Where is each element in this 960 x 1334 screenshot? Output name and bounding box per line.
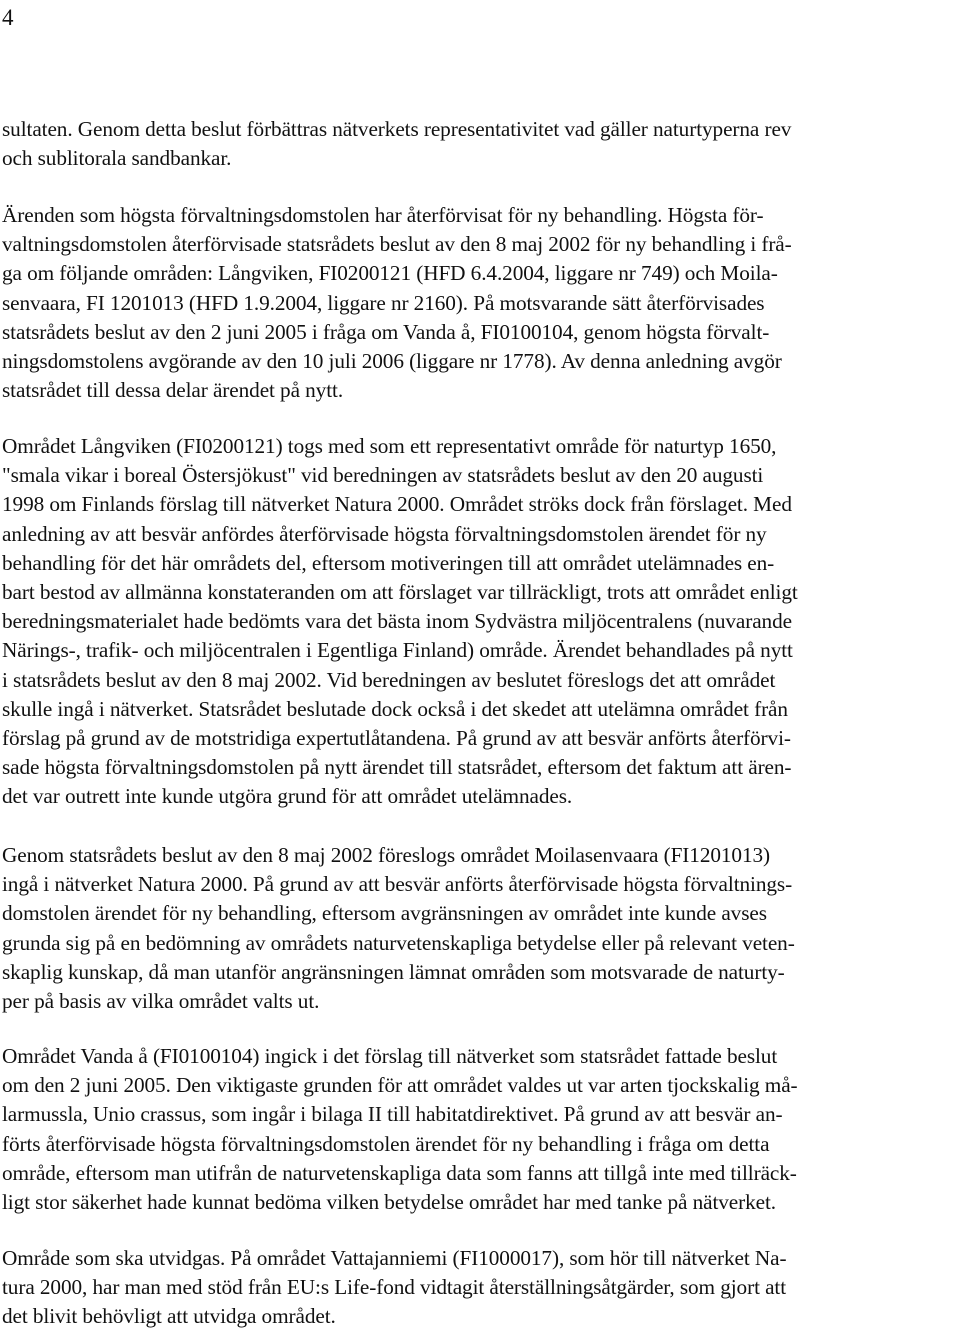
text-line: skaplig kunskap, då man utanför angränsningen lämnat områden som motsvarade de naturty- <box>2 959 785 984</box>
text-line: det var outrett inte kunde utgöra grund för att området utelämnades. <box>2 784 573 809</box>
text-line: larmussla, Unio crassus, som ingår i bilaga II till habitatdirektivet. På grund av att besvär an- <box>2 1102 783 1127</box>
paragraph-area-to-expand <box>0 1244 960 1332</box>
text-line: och sublitorala sandbankar. <box>2 146 232 171</box>
text-line: i statsrådets beslut av den 8 maj 2002. Vid beredningen av beslutet föreslogs det att området <box>2 667 776 692</box>
text-line: senvaara, FI 1201013 (HFD 1.9.2004, liggare nr 2160). På motsvarande sätt återförvisades <box>2 290 765 315</box>
text-line: ingå i nätverket Natura 2000. På grund av att besvär anförts återförvisade högsta förvaltnings- <box>2 872 793 897</box>
text-line: om den 2 juni 2005. Den viktigaste grunden för att området valdes ut var arten tjockskalig må- <box>2 1073 798 1098</box>
text-line: Området Vanda å (FI0100104) ingick i det förslag till nätverket som statsrådet fattade beslut <box>2 1044 778 1068</box>
text-line: "smala vikar i boreal Östersjökust" vid beredningen av statsrådets beslut av den 20 augusti <box>2 463 764 488</box>
paragraph-remanded-cases <box>0 201 960 405</box>
text-line: skulle ingå i nätverket. Statsrådet beslutade dock också i det skedet att utelämna området från <box>2 696 788 721</box>
text-line: grunda sig på en bedömning av områdets naturvetenskapliga betydelse eller på relevant veten- <box>2 930 795 955</box>
text-line: ga om följande områden: Långviken, FI0200121 (HFD 6.4.2004, liggare nr 749) och Moila- <box>2 261 778 286</box>
text-line: anledning av att besvär anfördes återförvisade högsta förvaltningsdomstolen ärendet för ny <box>2 521 767 546</box>
text-line: förslag på grund av de motstridiga expertutlåtandena. På grund av att besvär anförts återförvi- <box>2 725 791 750</box>
paragraph-moilasenvaara <box>0 841 960 1016</box>
text-line: Närings-, trafik- och miljöcentralen i Egentliga Finland) område. Ärendet behandlades på nytt <box>2 638 793 663</box>
text-line: per på basis av vilka området valts ut. <box>2 988 320 1013</box>
text-line: statsrådet till dessa delar ärendet på nytt. <box>2 378 344 403</box>
text-line: det blivit behövligt att utvidga området. <box>2 1304 336 1329</box>
text-line: Ärenden som högsta förvaltningsdomstolen har återförvisat för ny behandling. Högsta för- <box>2 203 764 227</box>
text-line: domstolen ärendet för ny behandling, eftersom avgränsningen av området inte kunde avses <box>2 901 767 926</box>
text-line: tura 2000, har man med stöd från EU:s Life-fond vidtagit återställningsåtgärder, som gjort att <box>2 1275 787 1300</box>
text-line: område, eftersom man utifrån de naturvetenskapliga data som fanns att tillgå inte med tillräck- <box>2 1160 797 1185</box>
paragraph-vanda-a <box>0 1042 960 1217</box>
paragraph-intro-continuation <box>0 115 960 173</box>
text-line: beredningsmaterialet hade bedömts vara det bästa inom Sydvästra miljöcentralens (nuvarande <box>2 609 792 634</box>
page-number: 4 <box>2 5 14 30</box>
paragraph-langviken <box>0 432 960 811</box>
text-line: bart bestod av allmänna konstateranden om att förslaget var tillräckligt, trots att området enligt <box>2 579 798 604</box>
text-line: 1998 om Finlands förslag till nätverket Natura 2000. Området ströks dock från förslaget. Med <box>2 492 792 517</box>
text-line: sultaten. Genom detta beslut förbättras nätverkets representativitet vad gäller naturtyperna rev <box>2 117 792 141</box>
text-line: sade högsta förvaltningsdomstolen på nytt ärendet till statsrådet, eftersom det faktum att ären- <box>2 755 792 780</box>
text-line: statsrådets beslut av den 2 juni 2005 i fråga om Vanda å, FI0100104, genom högsta förvalt- <box>2 319 770 344</box>
text-line: valtningsdomstolen återförvisade statsrådets beslut av den 8 maj 2002 för ny behandling i frå- <box>2 232 792 257</box>
text-line: förts återförvisade högsta förvaltningsdomstolen ärendet för ny behandling i fråga om detta <box>2 1131 770 1156</box>
text-line: behandling för det här områdets del, eftersom motiveringen till att området utelämnades en- <box>2 550 775 575</box>
text-line: Genom statsrådets beslut av den 8 maj 2002 föreslogs området Moilasenvaara (FI1201013) <box>2 843 771 867</box>
text-line: ligt stor säkerhet hade kunnat bedöma vilken betydelse området har med tanke på nätverket. <box>2 1189 777 1214</box>
text-line: Området Långviken (FI0200121) togs med som ett representativt område för naturtyp 1650, <box>2 434 777 458</box>
text-line: ningsdomstolens avgörande av den 10 juli 2006 (liggare nr 1778). Av denna anledning avgör <box>2 348 782 373</box>
text-line: Område som ska utvidgas. På området Vattajanniemi (FI1000017), som hör till nätverket Na- <box>2 1246 787 1270</box>
